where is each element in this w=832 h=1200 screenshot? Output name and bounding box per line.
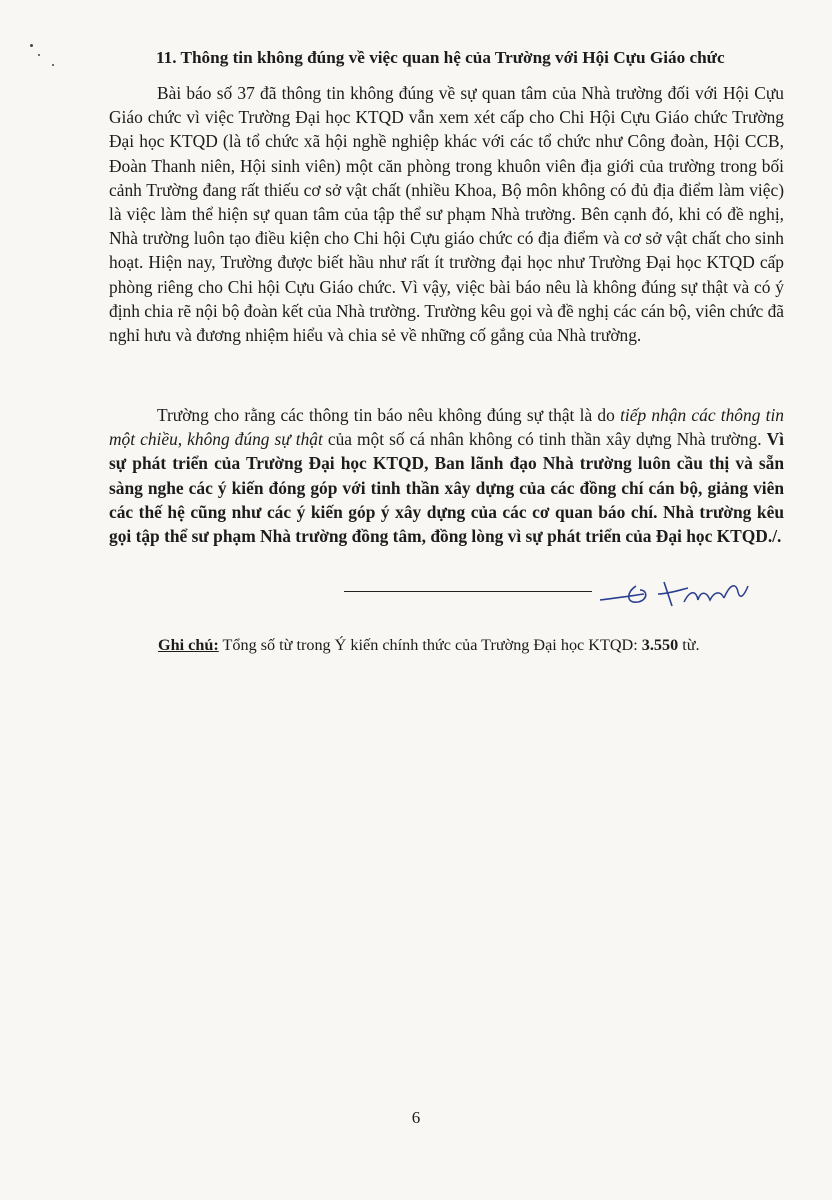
paragraph-2-bold: Vì sự phát triển của Trường Đại học KTQD, Ban lãnh đạo Nhà trường luôn cầu thị và sẵn sàng nghe các ý kiến đóng góp với tinh thần xây dựng của các đồng chí cán bộ, giảng viên các thế hệ cũng như các ý kiến góp ý xây dựng của các cơ quan báo chí. Nhà trường kêu gọi tập thể sư phạm Nhà trường đồng tâm, đồng lòng vì sự phát triển của Đại học KTQD./. (109, 429, 784, 547)
handwritten-underline (344, 591, 592, 592)
paragraph-2 (109, 403, 784, 548)
paragraph-1 (109, 81, 784, 347)
section-heading: 11. Thông tin không đúng về việc quan hệ của Trường với Hội Cựu Giáo chức (156, 48, 725, 67)
footnote (158, 634, 700, 656)
note-text: Tổng số từ trong Ý kiến chính thức của Trường Đại học KTQD: (218, 636, 642, 654)
scan-speck (52, 64, 54, 66)
page-number: 6 (411, 1108, 421, 1127)
note-unit: từ. (678, 636, 700, 654)
paragraph-2-italic: tiếp nhận các thông tin một chiều, không đúng sự thật (109, 405, 784, 450)
paragraph-2-text-a: Trường cho rằng các thông tin báo nêu không đúng sự thật là do (157, 405, 621, 425)
signature-initials (596, 572, 756, 618)
scan-speck (38, 54, 40, 56)
paragraph-2-text-b: của một số cá nhân không có tinh thần xây dựng Nhà trường. (322, 429, 767, 450)
word-count: 3.550 (641, 636, 679, 654)
paragraph-1-text: Bài báo số 37 đã thông tin không đúng về sự quan tâm của Nhà trường đối với Hội Cựu Giáo chức vì việc Trường Đại học KTQD vẫn xem xét cấp cho Chi Hội Cựu Giáo chức Trường Đại học KTQD (là tổ chức xã hội nghề nghiệp khác với các tổ chức như Công đoàn, Hội CCB, Đoàn Thanh niên, Hội sinh viên) một căn phòng trong khuôn viên địa giới của trường trong bối cảnh Trường đang rất thiếu cơ sở vật chất (nhiều Khoa, Bộ môn không có đủ địa điểm làm việc) là việc làm thể hiện sự quan tâm của tập thể sư phạm Nhà trường. Bên cạnh đó, khi có đề nghị, Nhà trường luôn tạo điều kiện cho Chi hội Cựu giáo chức có địa điểm và cơ sở vật chất cho sinh hoạt. Hiện nay, Trường được biết hầu như rất ít trường đại học như Trường Đại học KTQD cấp phòng riêng cho Chi hội Cựu Giáo chức. Vì vậy, việc bài báo nêu là không đúng sự thật và có ý định chia rẽ nội bộ đoàn kết của Nhà trường. Trường kêu gọi và đề nghị các cán bộ, viên chức đã nghỉ hưu và đương nhiệm hiểu và chia sẻ về những cố gắng của Nhà trường. (109, 83, 784, 346)
scan-speck (30, 44, 33, 47)
note-label: Ghi chú: (158, 636, 219, 654)
